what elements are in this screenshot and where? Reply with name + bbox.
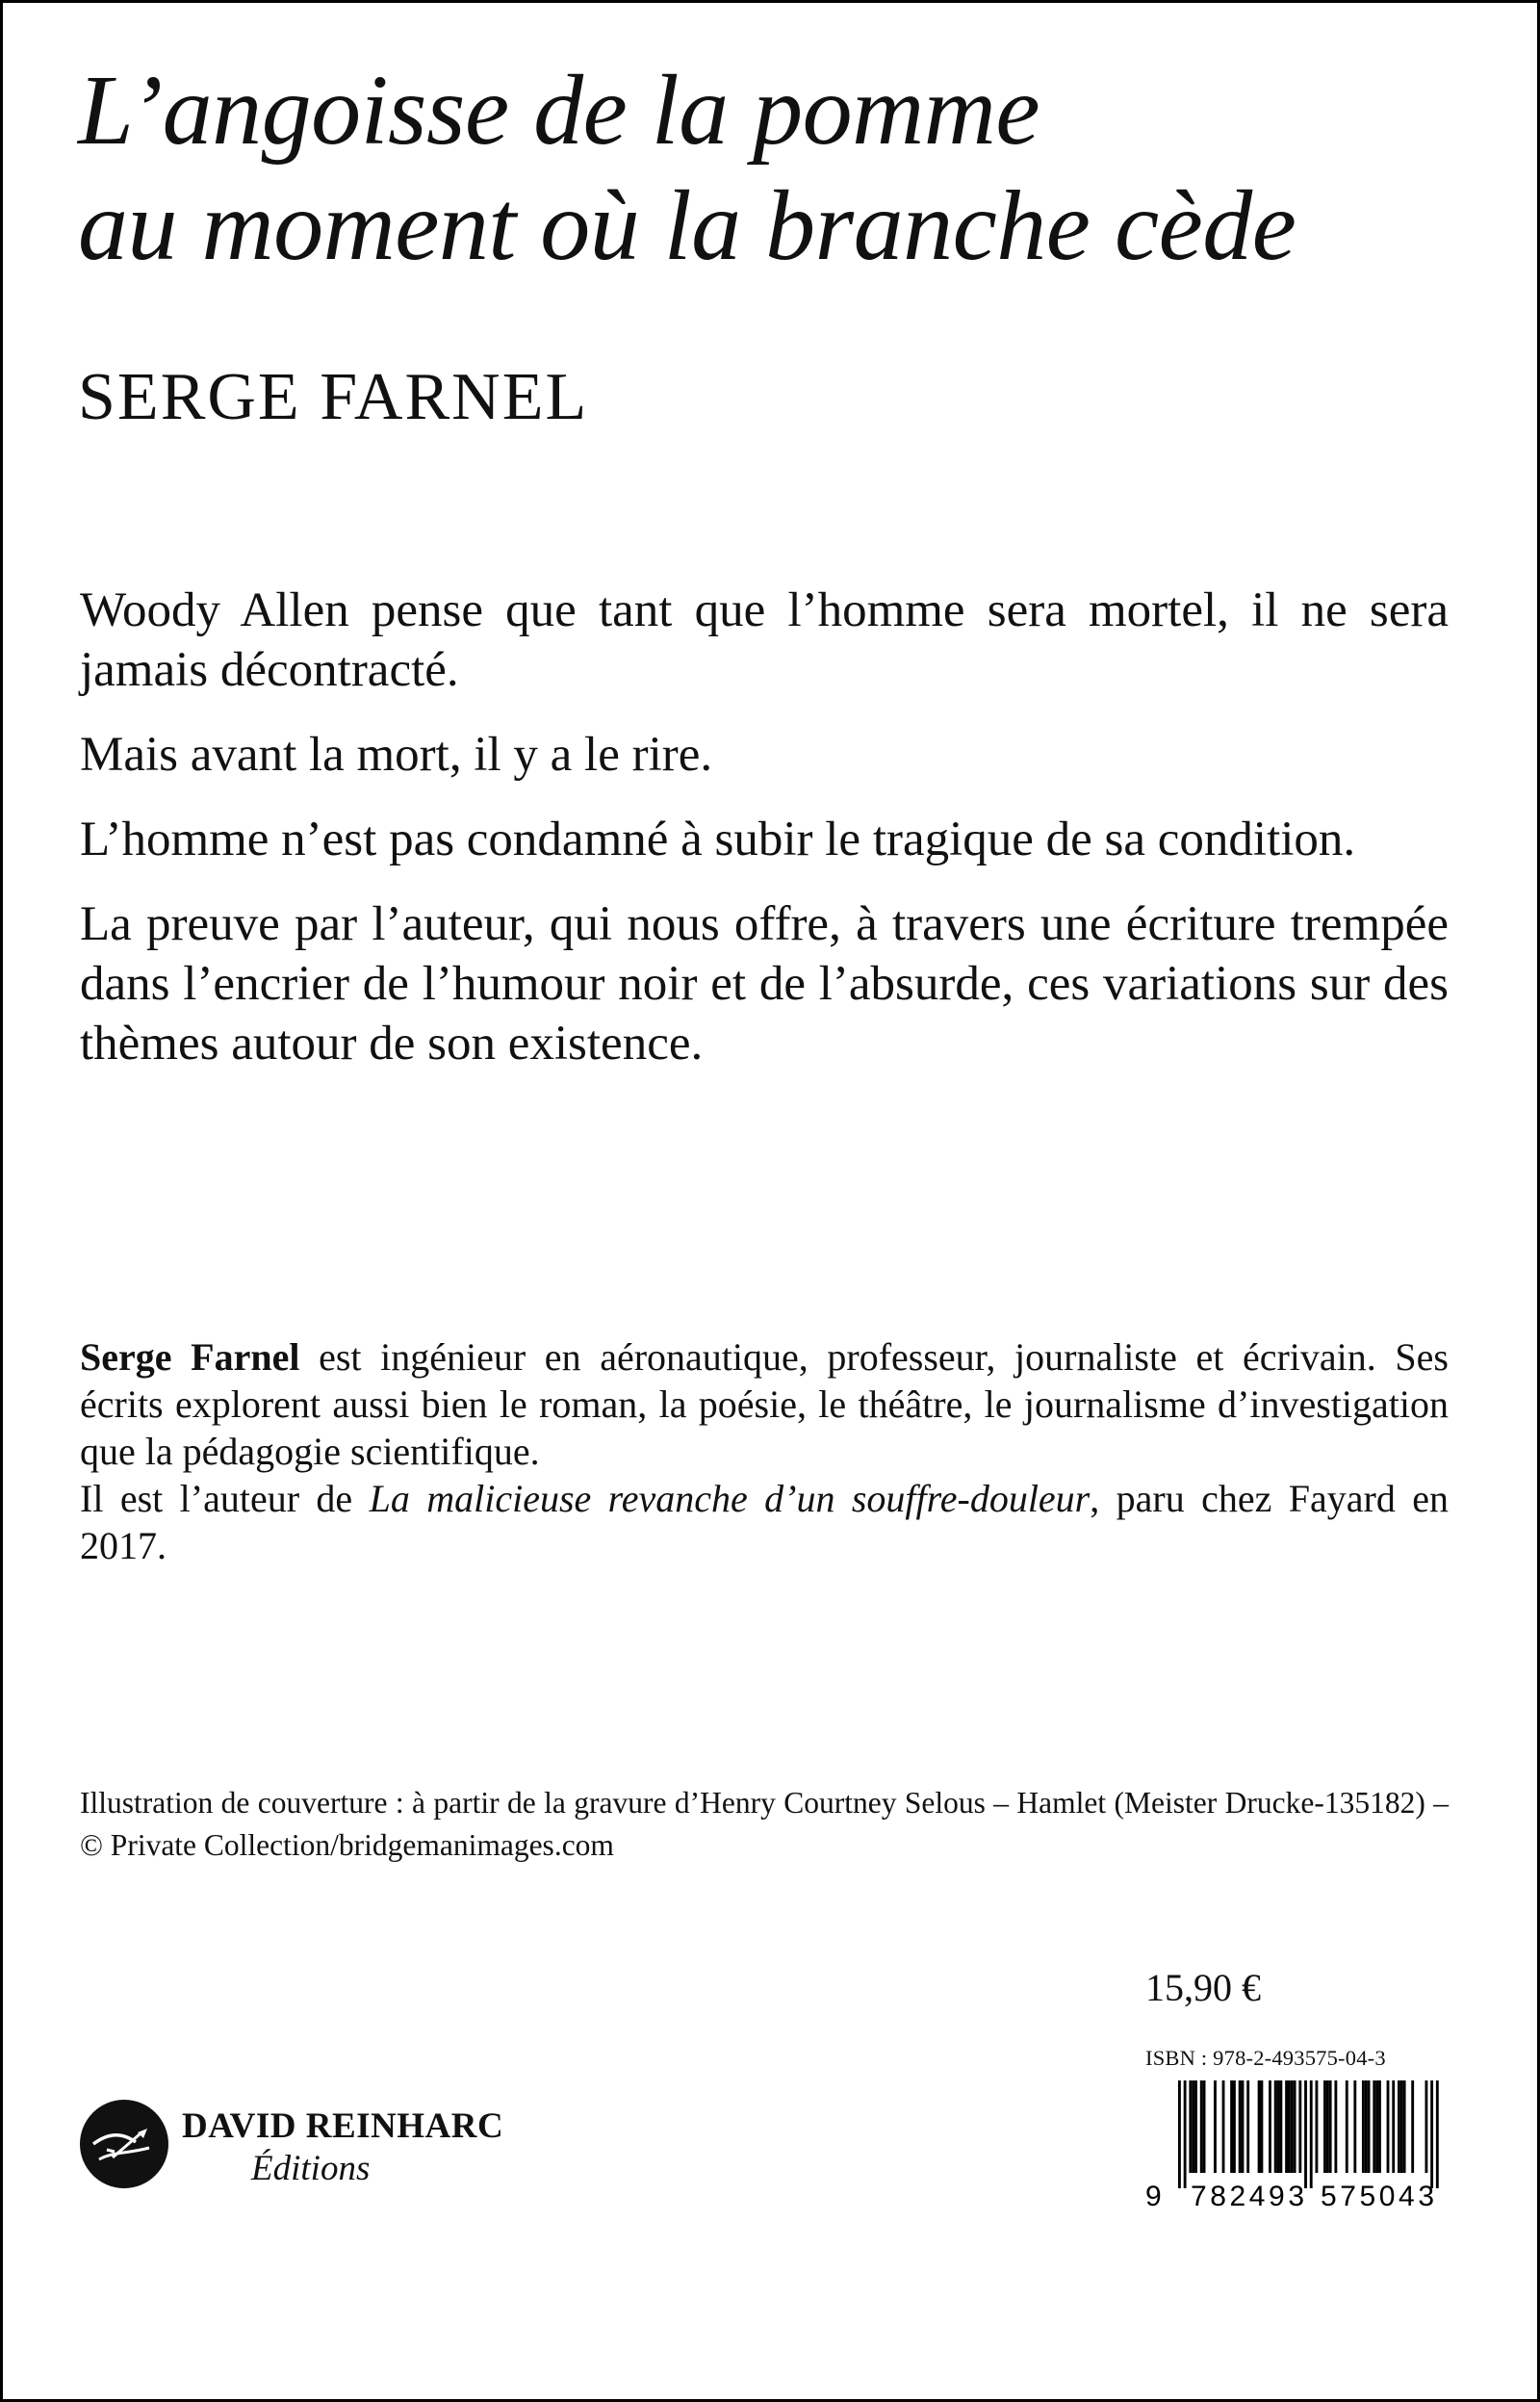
barcode-bar — [1403, 2080, 1406, 2173]
price: 15,90 € — [1145, 1966, 1261, 2009]
barcode-bar — [1387, 2080, 1390, 2173]
barcode-bar — [1323, 2080, 1326, 2173]
barcode-bar — [1368, 2080, 1371, 2173]
barcode-bars — [1178, 2080, 1439, 2188]
barcode-bar — [1310, 2080, 1313, 2188]
barcode-digit-group: 782493 — [1191, 2181, 1304, 2211]
barcode-bar — [1329, 2080, 1332, 2173]
book-title-line-1: L’angoisse de la pomme — [78, 55, 1040, 166]
barcode-bar — [1392, 2080, 1395, 2173]
barcode-bar — [1279, 2080, 1282, 2173]
barcode-bar — [1258, 2080, 1261, 2173]
blurb — [80, 581, 1449, 1098]
bio-text: , paru chez Fayard en 2017. — [80, 1477, 1450, 1567]
blurb-paragraph: Mais avant la mort, il y a le rire. — [80, 728, 713, 782]
barcode-bar — [1203, 2080, 1206, 2173]
barcode-bar — [1200, 2080, 1203, 2173]
barcode-bar — [1178, 2080, 1181, 2188]
barcode-bar — [1316, 2080, 1319, 2173]
barcode-bar — [1326, 2080, 1329, 2173]
barcode-bar — [1430, 2080, 1433, 2188]
barcode-bar — [1239, 2080, 1242, 2173]
bio-paragraph-1 — [80, 1333, 1449, 1475]
blurb-paragraph: La preuve par l’auteur, qui nous offre, à travers une écriture trempée dans l’encrier de l’humour noir et de l’absurde, ces variations sur des thèmes autour de son existence. — [80, 897, 1449, 1071]
publisher-emblem-icon — [80, 2100, 168, 2188]
barcode-bar — [1230, 2080, 1233, 2173]
barcode-bar — [1436, 2080, 1439, 2188]
barcode — [1145, 2079, 1463, 2211]
publisher-subtitle: Éditions — [251, 2149, 371, 2188]
barcode-bar — [1242, 2080, 1245, 2173]
barcode-bar — [1365, 2080, 1368, 2173]
barcode-bar — [1334, 2080, 1337, 2173]
barcode-bar — [1400, 2080, 1403, 2173]
author-bio — [80, 1333, 1449, 1569]
publisher-name: DAVID REINHARC — [182, 2106, 504, 2146]
barcode-bar — [1398, 2080, 1400, 2173]
barcode-bar — [1291, 2080, 1294, 2173]
barcode-bar — [1194, 2080, 1197, 2173]
blurb-paragraph: L’homme n’est pas condamné à subir le tragique de sa condition. — [80, 813, 1356, 866]
barcode-bar — [1285, 2080, 1288, 2173]
barcode-bar — [1298, 2080, 1301, 2173]
bio-paragraph-2 — [80, 1475, 1449, 1569]
barcode-bar — [1261, 2080, 1264, 2173]
blurb-paragraph: Woody Allen pense que tant que l’homme sera mortel, il ne sera jamais décontracté. — [80, 583, 1449, 697]
book-title — [78, 53, 1483, 284]
barcode-bar — [1353, 2080, 1356, 2173]
bio-text: est ingénieur en aéronautique, professeur, journaliste et écrivain. Ses écrits explorent aussi bien le roman, la poésie, le théâtre, le journalisme d’investigation que la pédagogie scientifique. — [80, 1335, 1449, 1473]
publisher-logo — [80, 2100, 523, 2196]
illustration-credit: Illustration de couverture : à partir de la gravure d’Henry Courtney Selous – Hamlet (Meister Drucke-135182) – © Private Collection/bridgemanimages.com — [80, 1786, 1449, 1862]
barcode-bar — [1362, 2080, 1365, 2173]
barcode-bar — [1246, 2080, 1249, 2173]
barcode-bar — [1277, 2080, 1280, 2173]
bio-text: Il est l’auteur de — [80, 1477, 370, 1520]
barcode-bar — [1233, 2080, 1236, 2173]
barcode-bar — [1378, 2080, 1381, 2173]
barcode-bar — [1214, 2080, 1217, 2173]
barcode-bar — [1373, 2080, 1375, 2173]
barcode-digit-group: 575043 — [1321, 2181, 1434, 2211]
bio-book-title: La malicieuse revanche d’un souffre-douleur — [369, 1477, 1091, 1520]
bio-author-name: Serge Farnel — [80, 1335, 300, 1379]
barcode-bar — [1346, 2080, 1348, 2173]
barcode-bar — [1425, 2080, 1428, 2173]
barcode-bar — [1192, 2080, 1194, 2173]
barcode-bar — [1274, 2080, 1277, 2173]
barcode-bar — [1294, 2080, 1296, 2173]
barcode-digit-group: 9 — [1145, 2181, 1162, 2211]
author-name: SERGE FARNEL — [78, 360, 589, 434]
barcode-bar — [1269, 2080, 1271, 2173]
book-title-line-2: au moment où la branche cède — [78, 170, 1296, 281]
barcode-bar — [1375, 2080, 1378, 2173]
barcode-bar — [1184, 2080, 1187, 2188]
barcode-bar — [1189, 2080, 1192, 2173]
barcode-bar — [1411, 2080, 1414, 2173]
barcode-bar — [1304, 2080, 1307, 2188]
barcode-bar — [1288, 2080, 1291, 2173]
isbn: ISBN : 978-2-493575-04-3 — [1145, 2046, 1386, 2070]
barcode-bar — [1222, 2080, 1225, 2173]
